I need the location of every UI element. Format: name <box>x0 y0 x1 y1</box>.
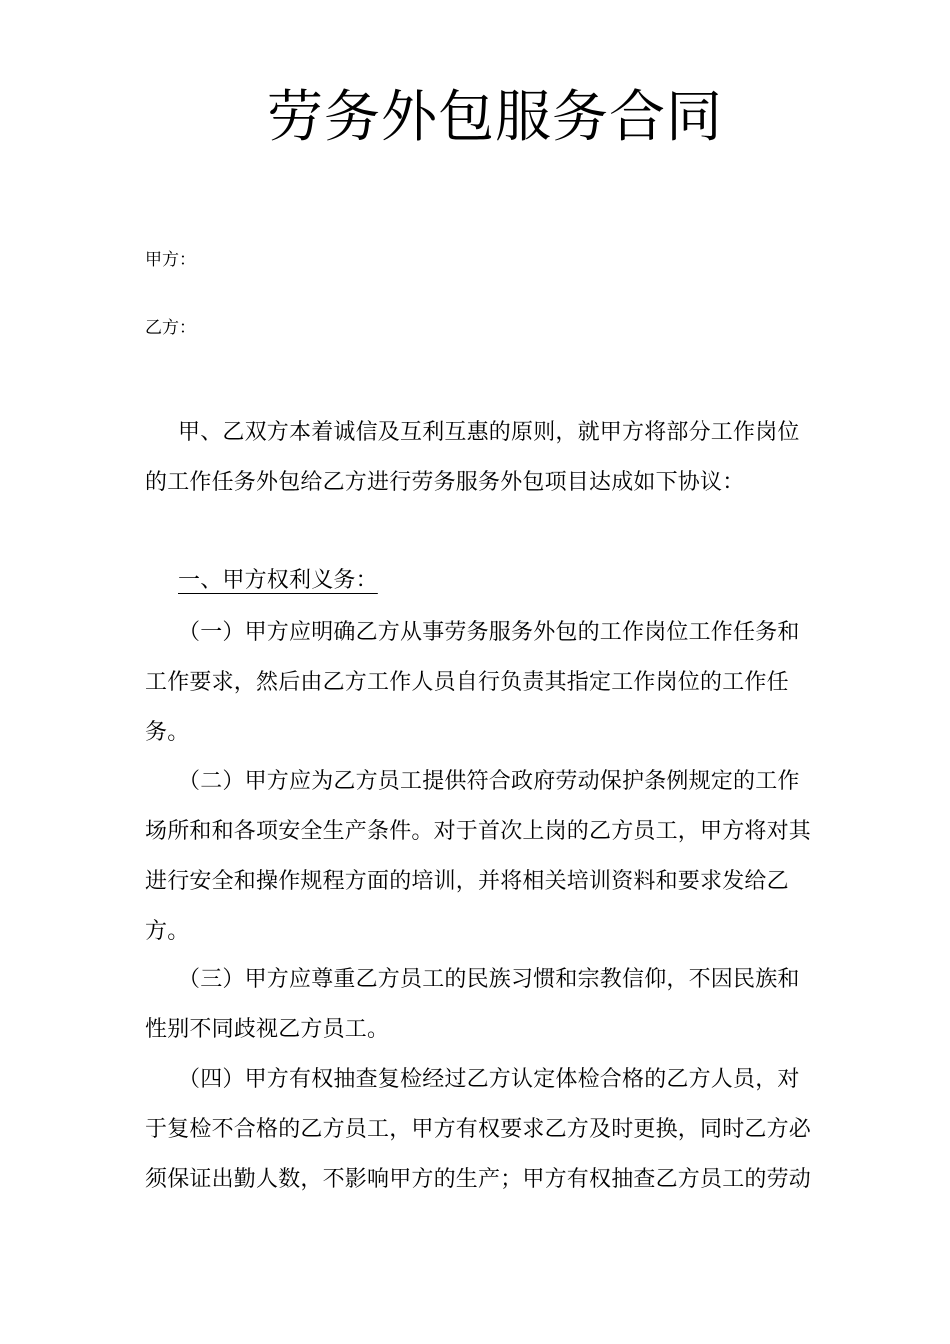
clause-2-paragraph <box>145 757 810 957</box>
clause-line: 于复检不合格的乙方员工，甲方有权要求乙方及时更换，同时乙方必 <box>145 1117 812 1142</box>
section-heading <box>145 556 810 606</box>
intro-paragraph <box>145 408 810 508</box>
document-title: 劳务外包服务合同 <box>267 85 723 150</box>
clause-4-paragraph <box>145 1055 810 1205</box>
clause-line: 工作要求，然后由乙方工作人员自行负责其指定工作岗位的工作任 <box>145 670 789 695</box>
intro-line: 甲、乙双方本着诚信及互利互惠的原则，就甲方将部分工作岗位 <box>178 420 800 445</box>
intro-line: 的工作任务外包给乙方进行劳务服务外包项目达成如下协议： <box>145 470 745 495</box>
clause-line: （三）甲方应尊重乙方员工的民族习惯和宗教信仰，不因民族和 <box>178 967 800 992</box>
clause-line: 性别不同歧视乙方员工。 <box>145 1017 390 1042</box>
clause-line: 须保证出勤人数，不影响甲方的生产；甲方有权抽查乙方员工的劳动 <box>145 1167 812 1192</box>
party-b-label: 乙方： <box>145 318 196 338</box>
clause-1-paragraph <box>145 608 810 758</box>
clause-line: 进行安全和操作规程方面的培训，并将相关培训资料和要求发给乙 <box>145 869 789 894</box>
clause-line: 方。 <box>145 919 190 944</box>
clause-3-paragraph <box>145 955 810 1055</box>
clause-line: 场所和和各项安全生产条件。对于首次上岗的乙方员工，甲方将对其 <box>145 819 812 844</box>
clause-line: （四）甲方有权抽查复检经过乙方认定体检合格的乙方人员，对 <box>178 1067 800 1092</box>
clause-line: （一）甲方应明确乙方从事劳务服务外包的工作岗位工作任务和 <box>178 620 800 645</box>
clause-line: 务。 <box>145 720 190 745</box>
section-1-heading: 一、甲方权利义务： <box>178 568 378 593</box>
party-a-label: 甲方： <box>145 250 196 270</box>
clause-line: （二）甲方应为乙方员工提供符合政府劳动保护条例规定的工作 <box>178 769 800 794</box>
